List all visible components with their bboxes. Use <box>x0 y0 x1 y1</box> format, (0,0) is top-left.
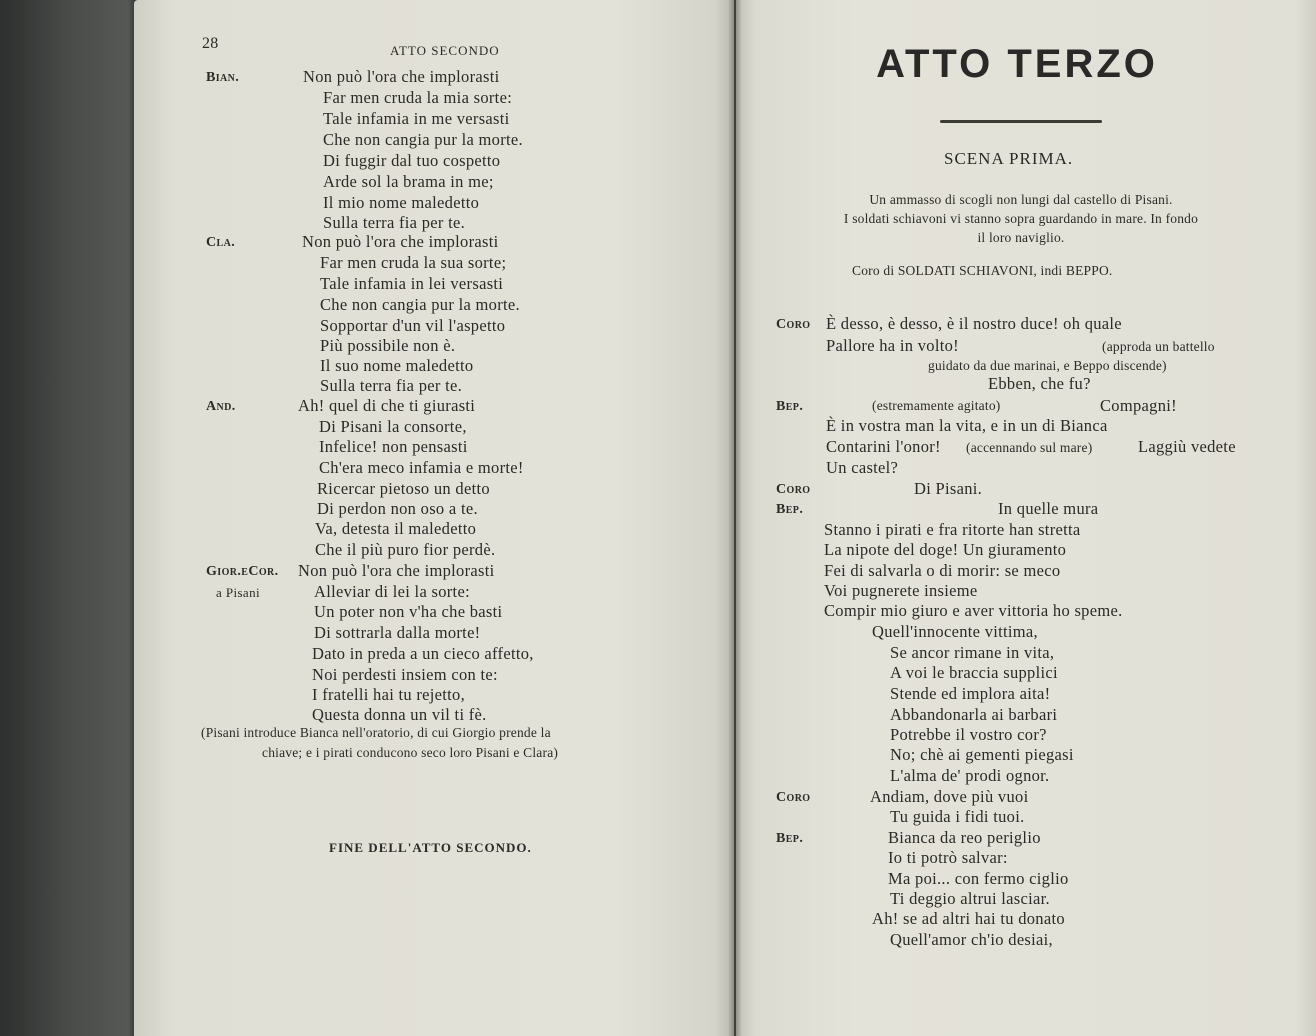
left-verse-line: Tale infamia in lei versasti <box>320 274 504 293</box>
scene-title: SCENA PRIMA. <box>944 149 1074 168</box>
left-verse-line: Tale infamia in me versasti <box>323 109 510 128</box>
left-verse-line: Ch'era meco infamia e morte! <box>319 458 524 477</box>
right-speaker: Bep. <box>776 502 804 517</box>
right-verse-line: Voi pugnerete insieme <box>824 581 978 600</box>
left-verse-line: Noi perdesti insiem con te: <box>312 665 498 684</box>
left-verse-line: Sulla terra fia per te. <box>323 213 466 232</box>
left-verse-line: Ah! quel di che ti giurasti <box>298 396 476 415</box>
left-speaker: Cla. <box>206 235 236 250</box>
left-verse-line: Sulla terra fia per te. <box>320 376 463 395</box>
left-verse-line: Più possibile non è. <box>320 336 456 355</box>
stage-direction-line-2: chiave; e i pirati conducono seco loro Pisani e Clara) <box>262 745 559 760</box>
book-gutter <box>728 0 742 1036</box>
right-verse-line: Pallore ha in volto! <box>826 336 959 355</box>
stage-direction-line-1: (Pisani introduce Bianca nell'oratorio, di cui Giorgio prende la <box>201 725 551 740</box>
left-verse-line: Di perdon non oso a te. <box>317 499 478 518</box>
right-verse-line: Quell'amor ch'io desiai, <box>890 930 1053 949</box>
direction-agitated: (estremamente agitato) <box>872 398 1001 413</box>
right-speaker: Coro <box>776 317 811 332</box>
left-speaker: And. <box>206 399 236 414</box>
setting-line-3: il loro naviglio. <box>977 230 1065 245</box>
left-verse-line: Il mio nome maledetto <box>323 193 480 212</box>
right-verse-line: Un castel? <box>826 458 899 477</box>
right-verse-line: Ma poi... con fermo ciglio <box>888 869 1069 888</box>
right-verse-line: Andiam, dove più vuoi <box>870 787 1029 806</box>
act-title: ATTO TERZO <box>876 42 1158 86</box>
running-head: ATTO SECONDO <box>390 43 500 58</box>
right-verse-line: A voi le braccia supplici <box>890 663 1058 682</box>
right-verse-line: La nipote del doge! Un giuramento <box>824 540 1067 559</box>
left-verse-line: Sopportar d'un vil l'aspetto <box>320 316 506 335</box>
left-verse-line: Non può l'ora che implorasti <box>303 67 500 86</box>
left-verse-line: Va, detesta il maledetto <box>315 519 477 538</box>
right-verse-line: Se ancor rimane in vita, <box>890 643 1055 662</box>
right-speaker: Bep. <box>776 399 804 414</box>
right-verse-line: Tu guida i fidi tuoi. <box>890 807 1025 826</box>
left-verse-line: Questa donna un vil ti fè. <box>312 705 487 724</box>
left-verse-line: Far men cruda la mia sorte: <box>323 88 513 107</box>
right-verse-line: Compagni! <box>1100 396 1177 415</box>
left-verse-line: Che il più puro fior perdè. <box>315 540 496 559</box>
end-of-act-note: FINE DELL'ATTO SECONDO. <box>329 840 532 855</box>
right-verse-line: Ah! se ad altri hai tu donato <box>872 909 1065 928</box>
left-speaker: Gior.eCor. <box>206 564 279 579</box>
cast-line: Coro di SOLDATI SCHIAVONI, indi BEPPO. <box>852 263 1113 278</box>
right-verse-line: Potrebbe il vostro cor? <box>890 725 1047 744</box>
left-verse-line: Dato in preda a un cieco affetto, <box>312 644 534 663</box>
right-verse-line: L'alma de' prodi ognor. <box>890 766 1050 785</box>
left-verse-line: Far men cruda la sua sorte; <box>320 253 507 272</box>
right-verse-line: È in vostra man la vita, e in un di Bianca <box>826 416 1108 435</box>
right-speaker: Coro <box>776 482 811 497</box>
left-speaker: Bian. <box>206 70 240 85</box>
right-verse-line: Abbandonarla ai barbari <box>890 705 1058 724</box>
left-verse-line: I fratelli hai tu rejetto, <box>312 685 466 704</box>
right-verse-line: No; chè ai gementi piegasi <box>890 745 1074 764</box>
left-verse-line: Il suo nome maledetto <box>320 356 474 375</box>
right-verse-line: Fei di salvarla o di morir: se meco <box>824 561 1061 580</box>
left-verse-line: Di sottrarla dalla morte! <box>314 623 481 642</box>
left-verse-line: Alleviar di lei la sorte: <box>314 582 470 601</box>
left-verse-line: Infelice! non pensasti <box>319 437 468 456</box>
verse-laggiu: Laggiù vedete <box>1138 437 1236 456</box>
right-speaker: Bep. <box>776 831 804 846</box>
left-speaker: a Pisani <box>216 585 261 600</box>
right-verse-line: Quell'innocente vittima, <box>872 622 1038 641</box>
left-verse-line: Un poter non v'ha che basti <box>314 602 503 621</box>
setting-line-1: Un ammasso di scogli non lungi dal castello di Pisani. <box>869 192 1173 207</box>
left-verse-line: Di Pisani la consorte, <box>319 417 467 436</box>
page-number: 28 <box>202 35 219 52</box>
right-verse-line: È desso, è desso, è il nostro duce! oh quale <box>826 314 1122 333</box>
right-verse-line: Stanno i pirati e fra ritorte han stretta <box>824 520 1081 539</box>
right-speaker: Coro <box>776 790 811 805</box>
right-verse-line: Ti deggio altrui lasciar. <box>890 889 1050 908</box>
direction-arrival-2: guidato da due marinai, e Beppo discende) <box>928 358 1167 373</box>
left-verse-line: Ricercar pietoso un detto <box>317 479 490 498</box>
left-verse-line: Arde sol la brama in me; <box>323 172 494 191</box>
title-rule <box>940 120 1102 123</box>
right-verse-line: Di Pisani. <box>914 479 983 498</box>
setting-line-2: I soldati schiavoni vi stanno sopra guardando in mare. In fondo <box>843 211 1199 226</box>
direction-pointing: (accennando sul mare) <box>966 440 1093 455</box>
direction-arrival-1: (approda un battello <box>1102 339 1215 354</box>
right-verse-line: Ebben, che fu? <box>988 374 1091 393</box>
right-verse-line: Compir mio giuro e aver vittoria ho speme. <box>824 601 1123 620</box>
verse-contarini: Contarini l'onor! <box>826 437 941 456</box>
left-verse-line: Che non cangia pur la morte. <box>323 130 523 149</box>
right-verse-line: Bianca da reo periglio <box>888 828 1041 847</box>
right-verse-line: In quelle mura <box>998 499 1099 518</box>
right-verse-line: Stende ed implora aita! <box>890 684 1051 703</box>
left-verse-line: Non può l'ora che implorasti <box>298 561 495 580</box>
right-verse-line: Io ti potrò salvar: <box>888 848 1008 867</box>
left-verse-line: Non può l'ora che implorasti <box>302 232 499 251</box>
left-verse-line: Di fuggir dal tuo cospetto <box>323 151 501 170</box>
left-verse-line: Che non cangia pur la morte. <box>320 295 520 314</box>
